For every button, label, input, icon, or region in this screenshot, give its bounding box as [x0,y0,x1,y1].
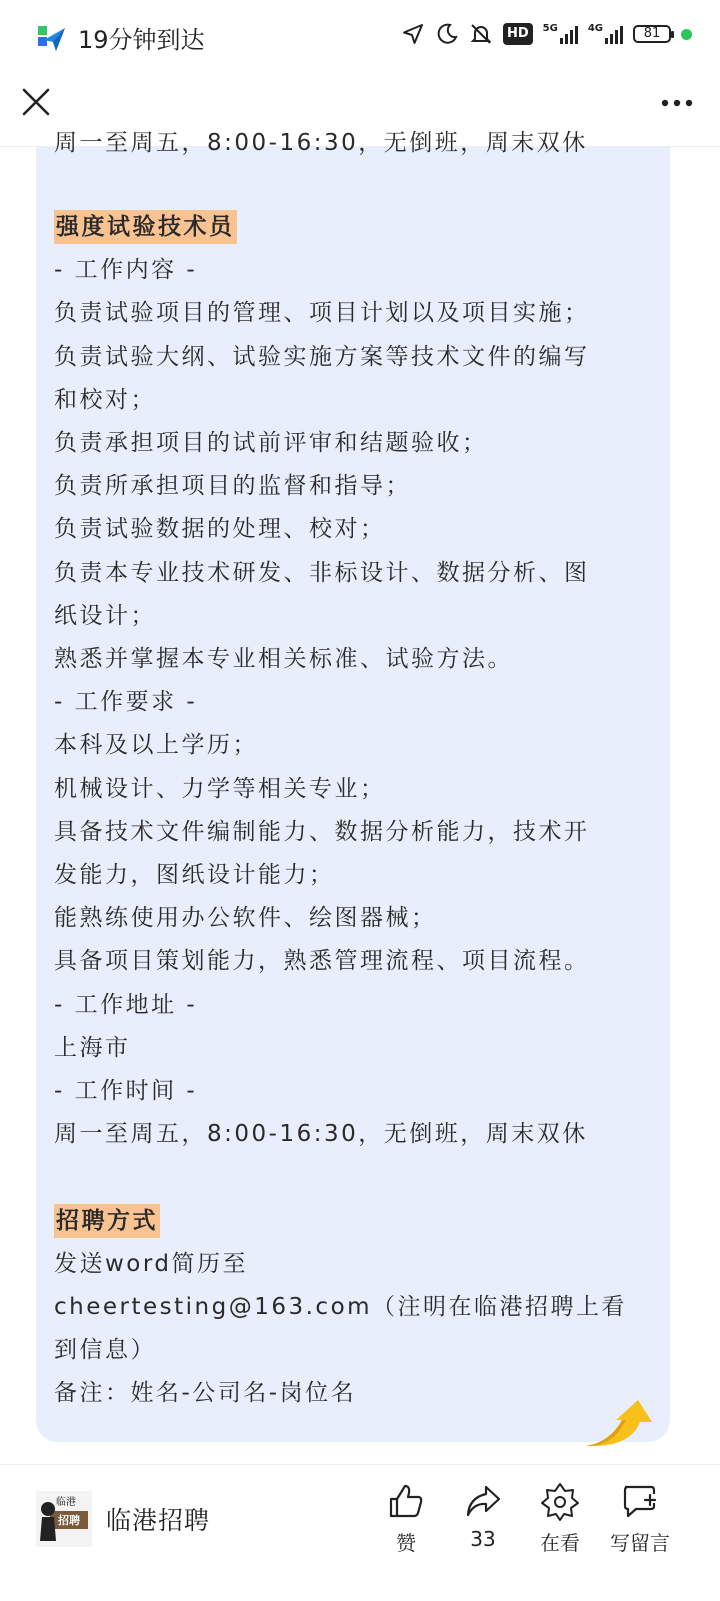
scroll-top-arrow-icon[interactable] [582,1398,654,1450]
section-heading [54,1200,654,1243]
section-heading [54,206,654,249]
share-count: 33 [470,1527,496,1551]
text-line: 机械设计、力学等相关专业； [54,775,386,802]
text-line: 熟悉并掌握本专业相关标准、试验方法。 [54,646,513,673]
battery-icon: 81 [633,25,671,43]
location-arrow-icon [401,22,425,46]
like-label: 赞 [396,1531,416,1555]
text-line: 负责承担项目的试前评审和结题验收； [54,430,488,457]
text-line: 和校对； [54,386,156,413]
navigation-app-icon [38,24,66,52]
net-4g-label: 4G [587,23,603,34]
share-icon [463,1481,503,1521]
net-5g-label: 5G [542,23,558,34]
text-line: 上海市 [54,1034,131,1061]
text-line: - 工作要求 - [54,689,198,716]
text-line: 本科及以上学历； [54,732,258,759]
status-text: 19分钟到达 [78,26,205,54]
text-line: - 工作时间 - [54,1078,198,1105]
watching-label: 在看 [540,1531,580,1555]
text-line: 能熟练使用办公软件、绘图器械； [54,905,437,932]
close-icon[interactable] [20,86,52,118]
text-line: 负责本专业技术研发、非标设计、数据分析、图 [54,559,590,586]
text-line: 负责试验项目的管理、项目计划以及项目实施； [54,300,590,327]
text-line: 负责试验大纲、试验实施方案等技术文件的编写 [54,343,590,370]
logo-text: 临港 [56,1497,76,1508]
more-icon[interactable] [660,98,694,108]
signal-5g [543,24,578,44]
comment-add-icon [620,1481,660,1521]
account-logo-image [36,1491,92,1547]
email-line[interactable]: cheertesting@163.com（注明在临港招聘上看 [54,1294,628,1321]
signal-bars-icon [605,24,623,44]
text-line: 具备项目策划能力，熟悉管理流程、项目流程。 [54,948,590,975]
text-line: 到信息） [54,1337,156,1364]
blank-line [54,1156,654,1199]
watching-button[interactable] [525,1481,595,1556]
text-line: 负责试验数据的处理、校对； [54,516,386,543]
article-text [54,206,654,1416]
comment-label: 写留言 [610,1531,670,1555]
status-bar [0,0,720,76]
account-name[interactable]: 临港招聘 [106,1506,211,1535]
text-line: 发能力，图纸设计能力； [54,862,335,889]
text-line: - 工作地址 - [54,991,198,1018]
comment-button[interactable] [600,1481,680,1556]
status-right [401,22,692,46]
text-line: 具备技术文件编制能力、数据分析能力，技术开 [54,818,590,845]
signal-bars-icon [560,24,578,44]
section-title: 强度试验技术员 [54,210,237,244]
text-line: 备注：姓名-公司名-岗位名 [54,1380,357,1407]
text-line: 发送word简历至 [54,1250,249,1277]
thumb-up-icon [386,1481,426,1521]
hd-badge: HD [503,23,533,45]
article-content [36,130,670,1442]
partial-line: 周一至周五，8:00-16:30，无倒班，周末双休 [54,130,588,156]
flower-icon [540,1481,580,1521]
mute-bell-icon [469,22,493,46]
like-button[interactable] [371,1481,441,1556]
svg-text:招聘: 招聘 [58,1514,80,1527]
privacy-dot-icon [681,29,692,40]
text-line: 纸设计； [54,602,156,629]
moon-icon [435,22,459,46]
account-logo[interactable] [36,1491,92,1547]
signal-4g [588,24,623,44]
text-line: 周一至周五，8:00-16:30，无倒班，周末双休 [54,1121,588,1148]
bottom-bar [0,1464,720,1601]
section-title: 招聘方式 [54,1204,160,1238]
text-line: - 工作内容 - [54,257,198,284]
status-left [38,20,205,55]
text-line: 负责所承担项目的监督和指导； [54,473,411,500]
share-button[interactable] [448,1481,518,1551]
